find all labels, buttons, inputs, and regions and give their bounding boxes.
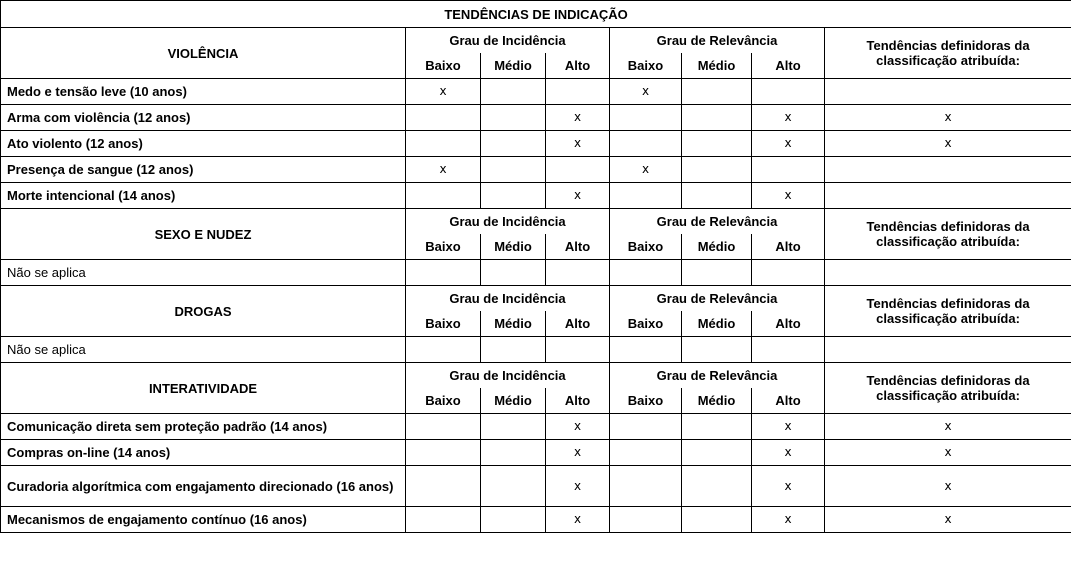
relevance-high-cell: x xyxy=(752,131,825,157)
incidence-medium-cell xyxy=(481,131,546,157)
incidence-medium-cell xyxy=(481,157,546,183)
incidence-low-header: Baixo xyxy=(406,53,481,79)
relevance-low-cell xyxy=(610,260,682,286)
incidence-high-header: Alto xyxy=(546,234,610,260)
row-label: Medo e tensão leve (10 anos) xyxy=(1,79,406,105)
relevance-high-cell xyxy=(752,79,825,105)
incidence-high-header: Alto xyxy=(546,388,610,414)
incidence-high-cell: x xyxy=(546,131,610,157)
relevance-header: Grau de Relevância xyxy=(610,209,825,235)
relevance-low-cell xyxy=(610,414,682,440)
incidence-low-header: Baixo xyxy=(406,234,481,260)
tendency-cell xyxy=(825,157,1071,183)
relevance-low-header: Baixo xyxy=(610,388,682,414)
relevance-high-header: Alto xyxy=(752,388,825,414)
incidence-medium-cell xyxy=(481,260,546,286)
table-title: TENDÊNCIAS DE INDICAÇÃO xyxy=(1,1,1071,28)
incidence-header: Grau de Incidência xyxy=(406,28,610,54)
relevance-medium-cell xyxy=(682,466,752,507)
relevance-medium-cell xyxy=(682,157,752,183)
section-header-row xyxy=(1,209,1071,235)
relevance-header: Grau de Relevância xyxy=(610,28,825,54)
relevance-low-cell: x xyxy=(610,157,682,183)
incidence-low-cell xyxy=(406,105,481,131)
relevance-medium-cell xyxy=(682,414,752,440)
incidence-high-header: Alto xyxy=(546,53,610,79)
relevance-medium-cell xyxy=(682,105,752,131)
incidence-high-cell xyxy=(546,157,610,183)
relevance-high-cell xyxy=(752,260,825,286)
tendency-cell: x xyxy=(825,414,1071,440)
incidence-low-cell xyxy=(406,183,481,209)
incidence-low-cell xyxy=(406,414,481,440)
incidence-high-cell xyxy=(546,337,610,363)
relevance-header: Grau de Relevância xyxy=(610,363,825,389)
table-row xyxy=(1,157,1071,183)
relevance-medium-header: Médio xyxy=(682,388,752,414)
relevance-medium-cell xyxy=(682,183,752,209)
incidence-header: Grau de Incidência xyxy=(406,209,610,235)
row-label: Curadoria algorítmica com engajamento direcionado (16 anos) xyxy=(1,466,406,507)
relevance-high-cell: x xyxy=(752,440,825,466)
relevance-high-cell: x xyxy=(752,507,825,533)
incidence-low-cell xyxy=(406,440,481,466)
incidence-high-cell: x xyxy=(546,414,610,440)
tendency-cell xyxy=(825,260,1071,286)
relevance-low-cell xyxy=(610,440,682,466)
section-header-row xyxy=(1,286,1071,312)
relevance-high-cell: x xyxy=(752,105,825,131)
incidence-high-cell: x xyxy=(546,507,610,533)
tendency-cell: x xyxy=(825,131,1071,157)
incidence-header: Grau de Incidência xyxy=(406,363,610,389)
tendency-cell xyxy=(825,79,1071,105)
relevance-medium-header: Médio xyxy=(682,53,752,79)
tendencies-header: Tendências definidoras da classificação atribuída: xyxy=(825,286,1071,337)
table-row xyxy=(1,183,1071,209)
incidence-low-cell xyxy=(406,466,481,507)
incidence-medium-cell xyxy=(481,183,546,209)
incidence-medium-cell xyxy=(481,507,546,533)
table-row xyxy=(1,79,1071,105)
incidence-low-cell: x xyxy=(406,79,481,105)
tendency-cell: x xyxy=(825,440,1071,466)
incidence-low-cell xyxy=(406,337,481,363)
relevance-medium-cell xyxy=(682,131,752,157)
relevance-high-cell: x xyxy=(752,183,825,209)
incidence-medium-cell xyxy=(481,466,546,507)
incidence-medium-cell xyxy=(481,79,546,105)
incidence-high-cell: x xyxy=(546,105,610,131)
relevance-high-cell: x xyxy=(752,466,825,507)
incidence-low-cell xyxy=(406,260,481,286)
incidence-medium-cell xyxy=(481,337,546,363)
row-label: Comunicação direta sem proteção padrão (14 anos) xyxy=(1,414,406,440)
row-label: Ato violento (12 anos) xyxy=(1,131,406,157)
incidence-medium-cell xyxy=(481,414,546,440)
relevance-high-cell: x xyxy=(752,414,825,440)
table-row xyxy=(1,414,1071,440)
relevance-high-header: Alto xyxy=(752,53,825,79)
tendencies-header: Tendências definidoras da classificação atribuída: xyxy=(825,209,1071,260)
row-label: Presença de sangue (12 anos) xyxy=(1,157,406,183)
tendency-cell: x xyxy=(825,507,1071,533)
relevance-high-cell xyxy=(752,157,825,183)
incidence-low-header: Baixo xyxy=(406,388,481,414)
incidence-medium-cell xyxy=(481,105,546,131)
table-row xyxy=(1,507,1071,533)
incidence-high-header: Alto xyxy=(546,311,610,337)
relevance-low-header: Baixo xyxy=(610,53,682,79)
relevance-low-cell xyxy=(610,183,682,209)
relevance-low-cell xyxy=(610,507,682,533)
tendencies-header: Tendências definidoras da classificação atribuída: xyxy=(825,28,1071,79)
incidence-medium-header: Médio xyxy=(481,53,546,79)
incidence-medium-header: Médio xyxy=(481,234,546,260)
tendency-cell xyxy=(825,183,1071,209)
tendency-cell: x xyxy=(825,105,1071,131)
incidence-low-header: Baixo xyxy=(406,311,481,337)
table-row xyxy=(1,337,1071,363)
section-header-row xyxy=(1,28,1071,54)
incidence-low-cell xyxy=(406,507,481,533)
incidence-medium-header: Médio xyxy=(481,311,546,337)
table-row xyxy=(1,105,1071,131)
tendency-cell: x xyxy=(825,466,1071,507)
relevance-low-cell xyxy=(610,466,682,507)
table-row xyxy=(1,466,1071,507)
row-label: Compras on-line (14 anos) xyxy=(1,440,406,466)
incidence-high-cell xyxy=(546,260,610,286)
section-title-drogas: DROGAS xyxy=(1,286,406,337)
incidence-high-cell: x xyxy=(546,440,610,466)
relevance-header: Grau de Relevância xyxy=(610,286,825,312)
table-row xyxy=(1,260,1071,286)
relevance-medium-cell xyxy=(682,507,752,533)
row-label: Morte intencional (14 anos) xyxy=(1,183,406,209)
table-row xyxy=(1,131,1071,157)
incidence-header: Grau de Incidência xyxy=(406,286,610,312)
relevance-low-cell: x xyxy=(610,79,682,105)
relevance-medium-cell xyxy=(682,440,752,466)
relevance-low-header: Baixo xyxy=(610,311,682,337)
row-label: Não se aplica xyxy=(1,260,406,286)
relevance-high-cell xyxy=(752,337,825,363)
relevance-low-cell xyxy=(610,105,682,131)
row-label: Arma com violência (12 anos) xyxy=(1,105,406,131)
relevance-high-header: Alto xyxy=(752,311,825,337)
section-title-sexo-e-nudez: SEXO E NUDEZ xyxy=(1,209,406,260)
relevance-high-header: Alto xyxy=(752,234,825,260)
row-label: Não se aplica xyxy=(1,337,406,363)
relevance-medium-header: Médio xyxy=(682,311,752,337)
row-label: Mecanismos de engajamento contínuo (16 anos) xyxy=(1,507,406,533)
relevance-medium-header: Médio xyxy=(682,234,752,260)
incidence-high-cell: x xyxy=(546,466,610,507)
table-row xyxy=(1,440,1071,466)
section-header-row xyxy=(1,363,1071,389)
incidence-high-cell: x xyxy=(546,183,610,209)
incidence-medium-header: Médio xyxy=(481,388,546,414)
relevance-medium-cell xyxy=(682,79,752,105)
incidence-low-cell xyxy=(406,131,481,157)
tendency-cell xyxy=(825,337,1071,363)
incidence-medium-cell xyxy=(481,440,546,466)
incidence-low-cell: x xyxy=(406,157,481,183)
relevance-medium-cell xyxy=(682,260,752,286)
incidence-high-cell xyxy=(546,79,610,105)
relevance-low-cell xyxy=(610,337,682,363)
section-title-violencia: VIOLÊNCIA xyxy=(1,28,406,79)
relevance-low-cell xyxy=(610,131,682,157)
tendencies-header: Tendências definidoras da classificação atribuída: xyxy=(825,363,1071,414)
relevance-low-header: Baixo xyxy=(610,234,682,260)
relevance-medium-cell xyxy=(682,337,752,363)
section-title-interatividade: INTERATIVIDADE xyxy=(1,363,406,414)
